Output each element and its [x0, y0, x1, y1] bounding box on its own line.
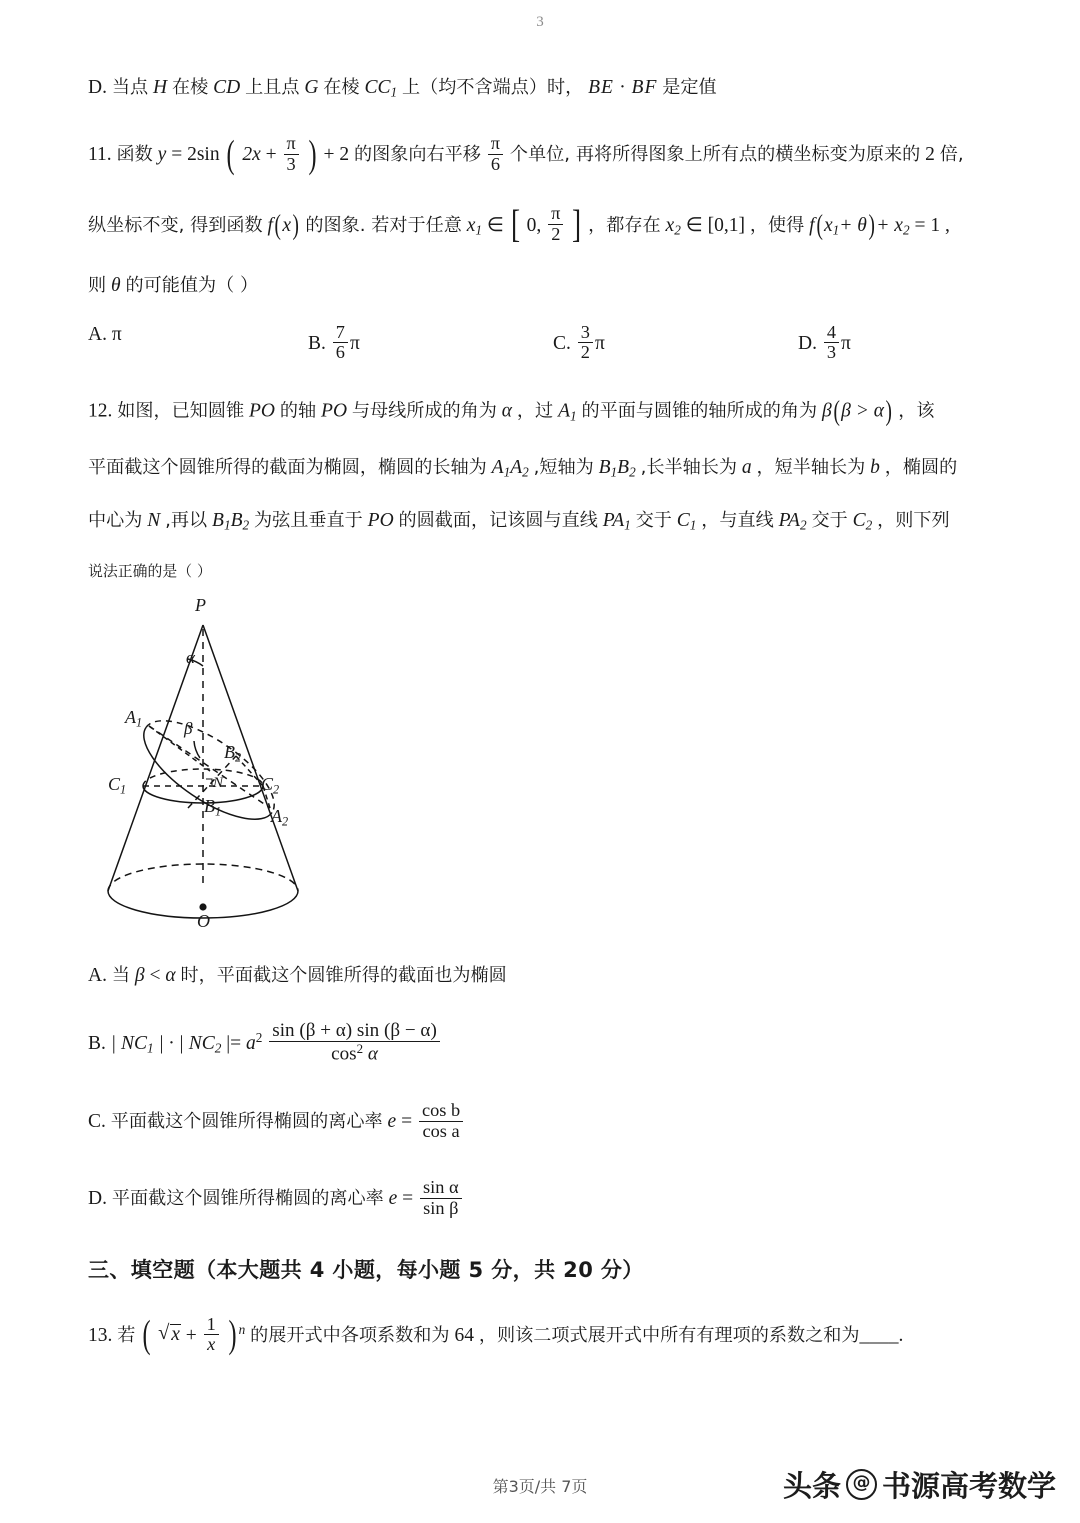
q12-alpha-1: α [501, 400, 513, 422]
q11-option-c-num: 3 [580, 321, 590, 342]
q11-option-c[interactable] [553, 321, 798, 365]
question-13 [88, 1313, 992, 1357]
q12-option-b-a-sup: 2 [255, 1029, 263, 1045]
q11-option-d-suffix: π [841, 332, 851, 354]
figure-label-c2-letter: C [261, 774, 274, 795]
q12-b2-sub: 2 [242, 518, 250, 534]
q10-option-d-text-4: 在棱 [323, 77, 360, 98]
q11-option-d-num: 4 [826, 321, 837, 342]
q12-option-d-denominator: sin β [420, 1198, 462, 1219]
figure-label-a2-sub: 2 [282, 814, 289, 829]
q12-l3-text-1: 中心为 [88, 510, 143, 532]
q11-line-2 [88, 203, 992, 247]
q12-pa2: PA [778, 510, 800, 532]
figure-label-c1-sub: 1 [120, 782, 127, 797]
q11-option-b-suffix: π [349, 332, 360, 354]
q11-l1-text-1: 函数 [116, 143, 153, 165]
q10-option-d-text-3: 上且点 [245, 77, 300, 98]
q12-line-3 [88, 511, 992, 532]
q11-var-y: y [157, 143, 167, 165]
q12-number: 12. [88, 400, 113, 422]
q11-option-a[interactable] [88, 324, 308, 365]
q12-semi-minor-b: b [870, 457, 880, 479]
figure-label-c2 [261, 774, 279, 797]
q12-option-c-numerator: cos b [421, 1100, 461, 1121]
question-11 [88, 132, 992, 364]
figure-label-c1 [108, 774, 126, 797]
q11-frac-pi-2 [548, 204, 563, 245]
watermark-toutiao: 头条 [782, 1469, 841, 1503]
q11-in-2: ∈ [685, 214, 703, 236]
q13-plus: + [185, 1324, 197, 1346]
figure-label-a2 [271, 806, 288, 829]
q12-option-b-fraction [269, 1021, 440, 1066]
q11-plus-theta: + θ [839, 214, 867, 236]
q12-b2: B [230, 510, 243, 532]
figure-label-a1-letter: A [125, 707, 136, 728]
q11-options [88, 321, 992, 365]
q11-l2-text-3: ，都存在 [588, 214, 661, 236]
q12-a1-sub: 1 [569, 408, 577, 424]
q11-func-arg-x: x [282, 214, 292, 236]
q12-l3-text-5: 交于 [635, 510, 672, 532]
q10-var-cc1: CC [364, 77, 391, 98]
q12-line-1 [88, 398, 992, 426]
q12-l3-text-8: ，则下列 [877, 510, 950, 532]
q12-option-a-alpha: α [165, 965, 176, 987]
q11-l3-text-2: 的可能值为（ ） [125, 275, 259, 297]
q11-x1-sub: 1 [475, 221, 483, 237]
figure-label-b2-sub: 2 [235, 750, 242, 765]
cone-right-generatrix [203, 625, 298, 891]
q13-text-1: 若 [117, 1324, 136, 1346]
q11-option-b-frac [333, 323, 348, 364]
q11-paren-open: ( [226, 132, 235, 176]
q11-option-b-den: 6 [333, 342, 348, 363]
q11-option-b[interactable] [308, 321, 553, 365]
q12-line-4: 说法正确的是（ ） [88, 562, 212, 581]
q12-option-b-den-sup: 2 [356, 1041, 364, 1057]
q12-cond-paren-open: ( [833, 396, 840, 428]
q12-option-c-e: e [387, 1111, 397, 1133]
q12-option-a-lt: < [149, 965, 161, 987]
q10-option-d-label: D. [88, 77, 107, 98]
q11-plus-x2: + x [876, 214, 903, 236]
q12-option-b-eq: |= [226, 1032, 242, 1054]
q11-fparen-open: ( [274, 209, 281, 241]
q12-cond: β > α [841, 400, 884, 422]
q11-equals-1: = 1 , [914, 214, 950, 236]
figure-label-a2-letter: A [271, 806, 282, 827]
watermark [783, 1464, 1056, 1505]
q11-option-c-den: 2 [578, 342, 593, 363]
q12-l2-text-1: 平面截这个圆锥所得的截面为椭圆，椭圆的长轴为 [88, 457, 487, 479]
q13-text-3: ，则该二项式展开式中所有有理项的系数之和为 [478, 1324, 860, 1346]
q11-l2-text-2: 的图象. 若对于任意 [305, 214, 462, 236]
q12-a1: A [558, 400, 570, 422]
figure-label-beta: β [184, 719, 193, 739]
point-o-dot [199, 904, 206, 911]
q13-answer-blank[interactable]: ____ [859, 1324, 899, 1346]
q12-option-c[interactable] [88, 1102, 992, 1143]
q11-option-d[interactable] [798, 321, 851, 365]
q12-l2-text-2: ,短轴为 [533, 457, 594, 479]
q12-l1-text-4: ，过 [516, 400, 554, 422]
figure-label-c1-letter: C [108, 774, 121, 795]
q13-exponent-n: n [238, 1321, 246, 1337]
q11-l2-text-4: ，使得 [749, 214, 805, 236]
q11-plus-x2-sub: 2 [902, 221, 910, 237]
figure-label-p: P [195, 595, 206, 616]
q11-option-b-label: B. [308, 332, 326, 354]
q12-po-2: PO [321, 400, 348, 422]
q11-option-d-label: D. [798, 332, 817, 354]
q13-sqrt-radicand: x [171, 1324, 180, 1346]
q12-l1-text-1: 如图，已知圆锥 [117, 400, 245, 422]
figure-label-alpha: α [186, 648, 195, 668]
q12-a1a2-s1: 1 [503, 465, 511, 481]
q11-frac-pi-6-num: π [490, 132, 501, 153]
q10-option-d-text-1: 当点 [111, 77, 149, 98]
q12-option-b-nc2-sub: 2 [214, 1040, 222, 1056]
q11-coef-2: 2 [187, 143, 197, 165]
q11-f2paren-open: ( [816, 209, 823, 241]
q13-number: 13. [88, 1324, 113, 1346]
q12-option-d-numerator: sin α [423, 1176, 459, 1197]
q12-c2-sub: 2 [865, 518, 873, 534]
q12-option-b-denominator [269, 1041, 440, 1065]
q13-text-2: 的展开式中各项系数和为 [250, 1324, 450, 1346]
q10-option-d [88, 78, 992, 99]
q12-option-b-label: B. [88, 1032, 106, 1054]
q13-period: . [898, 1324, 904, 1346]
q12-l2-text-5: ，椭圆的 [884, 457, 958, 479]
watermark-at-icon: @ [846, 1469, 877, 1500]
q12-c1: C [676, 510, 690, 532]
q11-x1: x [466, 214, 476, 236]
q12-l1-text-3: 与母线所成的角为 [351, 400, 497, 422]
q12-option-b-nc1: | NC [110, 1032, 148, 1054]
q11-plus-2: + 2 [323, 143, 350, 165]
q12-l3-text-4: 的圆截面，记该圆与直线 [398, 510, 598, 532]
q12-line-2 [88, 458, 992, 479]
q10-var-cd: CD [213, 77, 241, 98]
q11-option-c-suffix: π [594, 332, 605, 354]
q11-l3-text-1: 则 [88, 275, 107, 297]
q12-b1-sub: 1 [223, 518, 231, 534]
q12-c1-sub: 1 [689, 518, 697, 534]
q12-option-b-numerator: sin (β + α) sin (β − α) [272, 1019, 437, 1041]
figure-label-b2-letter: B [224, 742, 235, 763]
q12-option-d-eq: = [402, 1187, 414, 1209]
q11-x2: x [665, 214, 675, 236]
q12-option-b-den-cos: cos [331, 1043, 357, 1065]
q12-l2-text-3: ,长半轴长为 [640, 457, 737, 479]
q11-frac-pi-3-num: π [286, 132, 296, 153]
q11-bracket-close: ] [572, 203, 582, 247]
q12-l1-text-2: 的轴 [279, 400, 317, 422]
q11-sin: sin [196, 143, 220, 165]
q12-l3-text-6: ，与直线 [701, 510, 774, 532]
q12-c2: C [852, 510, 866, 532]
q12-option-a-label: A. [88, 965, 107, 987]
q11-frac-pi-6 [488, 134, 503, 175]
q12-a1a2-s2: 2 [522, 465, 529, 481]
figure-label-b1 [204, 796, 221, 819]
q12-b1b2-s1: 1 [610, 465, 618, 481]
q11-frac-pi-6-den: 6 [488, 154, 503, 175]
q12-option-a-text-1: 当 [111, 965, 130, 987]
q13-paren-close: ) [228, 1313, 237, 1357]
figure-label-o: O [197, 911, 210, 932]
q11-line-1 [88, 132, 992, 176]
q11-option-d-den: 3 [824, 342, 839, 363]
figure-label-b2 [224, 742, 241, 765]
figure-label-n: N [213, 775, 224, 792]
q12-b1b2-s2: 2 [629, 465, 636, 481]
q12-n: N [147, 510, 161, 532]
q10-option-d-text-6: 是定值 [662, 77, 717, 98]
q12-option-d-text: 平面截这个圆锥所得椭圆的离心率 [111, 1187, 384, 1209]
q12-b1: B [212, 510, 224, 532]
figure-label-a1-sub: 1 [136, 715, 143, 730]
q12-l1-text-6: ，该 [898, 400, 935, 422]
q11-x1b-sub: 1 [832, 221, 840, 237]
figure-label-c2-sub: 2 [273, 782, 280, 797]
q11-x2-sub: 2 [674, 221, 681, 237]
watermark-account-name: 书源高考数学 [881, 1469, 1056, 1503]
q13-frac-1-x [204, 1315, 219, 1356]
figure-label-a1 [125, 707, 142, 730]
q11-option-a-label: A. [88, 323, 107, 345]
q12-option-b-den-alpha: α [367, 1043, 378, 1065]
section-3-heading: 三、填空题（本大题共 4 小题，每小题 5 分，共 20 分） [88, 1257, 644, 1282]
q11-l1-text-3: 个单位, 再将所得图象上所有点的横坐标变为原来的 [509, 143, 921, 165]
q12-beta-1: β [822, 400, 832, 422]
document-content [88, 78, 992, 1356]
q11-l1-text-4: 倍, [939, 143, 964, 165]
q11-frac-pi-3 [284, 134, 299, 175]
q11-two-times: 2 [925, 143, 935, 165]
q11-number: 11. [88, 143, 112, 165]
q11-option-c-frac [578, 323, 593, 364]
q12-option-a-text-2: 时，平面截这个圆锥所得的截面也为椭圆 [180, 965, 507, 987]
q12-option-a[interactable] [88, 966, 992, 986]
q12-a1a2-b: A [510, 457, 523, 479]
q12-option-b-nc1-sub: 1 [147, 1040, 154, 1056]
q12-cond-paren-close: ) [885, 396, 892, 428]
page-footer: 第3页/共 7页 [492, 1477, 588, 1496]
q11-x1b: x [823, 214, 833, 236]
q11-func-f: f [267, 214, 273, 236]
q11-option-b-num: 7 [335, 321, 345, 342]
q10-expr-bebf: BE · BF [588, 77, 658, 98]
q11-option-a-value: π [111, 323, 122, 345]
q12-l3-text-7: 交于 [811, 510, 848, 532]
q11-interval-zero: 0 [526, 214, 537, 236]
q11-func-f2: f [809, 214, 815, 236]
figure-label-b1-sub: 1 [215, 804, 222, 819]
q10-var-cc1-sub: 1 [390, 84, 398, 100]
q12-option-b[interactable] [88, 1019, 992, 1067]
q10-option-d-text-5: 上（均不含端点）时， [401, 77, 584, 98]
q12-pa2-sub: 2 [799, 518, 807, 534]
q12-pa1: PA [602, 510, 625, 532]
q12-option-c-label: C. [88, 1111, 106, 1133]
q11-interval-comma: , [536, 214, 542, 236]
q12-a1a2-a: A [491, 457, 504, 479]
q12-semi-major-a: a [741, 457, 752, 479]
q11-paren-close: ) [308, 132, 317, 176]
page-number-top: 3 [536, 14, 544, 30]
q13-frac-num: 1 [206, 1313, 216, 1334]
figure-label-b1-letter: B [204, 796, 215, 817]
q11-option-c-label: C. [553, 332, 571, 354]
q12-l1-text-5: 的平面与圆锥的轴所成的角为 [581, 400, 818, 422]
q12-option-c-text: 平面截这个圆锥所得椭圆的离心率 [110, 1111, 383, 1133]
q12-l3-text-2: ,再以 [165, 510, 208, 532]
q12-option-d[interactable] [88, 1176, 992, 1220]
q12-option-c-fraction [419, 1101, 463, 1142]
q13-frac-den: x [204, 1334, 219, 1355]
q12-po-3: PO [367, 510, 394, 532]
q11-in-1: ∈ [486, 214, 504, 236]
ellipse-section-front [129, 728, 272, 838]
q11-plus-1: + [265, 143, 277, 165]
q12-option-a-beta: β [134, 965, 145, 987]
q12-option-d-e: e [388, 1187, 398, 1209]
q10-var-h: H [152, 77, 168, 98]
q11-frac-pi-3-den: 3 [284, 154, 299, 175]
q12-po-1: PO [249, 400, 276, 422]
angle-arc-beta [194, 741, 200, 758]
q12-b1b2-b: B [617, 457, 630, 479]
q11-line-3 [88, 276, 992, 296]
q10-var-g: G [304, 77, 319, 98]
q11-fparen-close: ) [292, 209, 299, 241]
q12-l3-text-3: 为弦且垂直于 [254, 510, 363, 532]
q12-option-d-label: D. [88, 1187, 107, 1209]
q12-option-b-nc2: | · | NC [158, 1032, 215, 1054]
q13-value-64: 64 [454, 1324, 474, 1346]
q11-l2-text-1: 纵坐标不变, 得到函数 [88, 214, 263, 236]
q12-option-c-eq: = [401, 1111, 413, 1133]
q12-pa1-sub: 1 [624, 518, 631, 534]
q11-theta: θ [111, 275, 121, 297]
question-12 [88, 398, 992, 1219]
q11-frac-pi-2-num: π [551, 203, 561, 224]
q11-f2paren-close: ) [868, 209, 875, 241]
q11-interval-01: [0,1] [707, 214, 745, 236]
q12-b1b2-a: B [598, 457, 611, 479]
q13-sqrt [158, 1324, 181, 1345]
q11-l1-text-2: 的图象向右平移 [354, 143, 481, 165]
cone-diagram-svg [96, 593, 426, 948]
q12-option-c-denominator: cos a [419, 1121, 463, 1142]
q11-bracket-open: [ [510, 203, 520, 247]
q12-option-b-a: a [246, 1032, 256, 1054]
q12-l2-text-4: ，短半轴长为 [756, 457, 866, 479]
q12-option-d-fraction [420, 1178, 462, 1219]
q13-paren-open: ( [142, 1313, 151, 1357]
q11-2x: 2x [242, 143, 261, 165]
q11-eq-1: = [171, 143, 183, 165]
q11-frac-pi-2-den: 2 [548, 224, 563, 245]
q11-option-d-frac [824, 323, 839, 364]
q10-option-d-text-2: 在棱 [171, 77, 209, 98]
cone-figure [96, 593, 426, 948]
